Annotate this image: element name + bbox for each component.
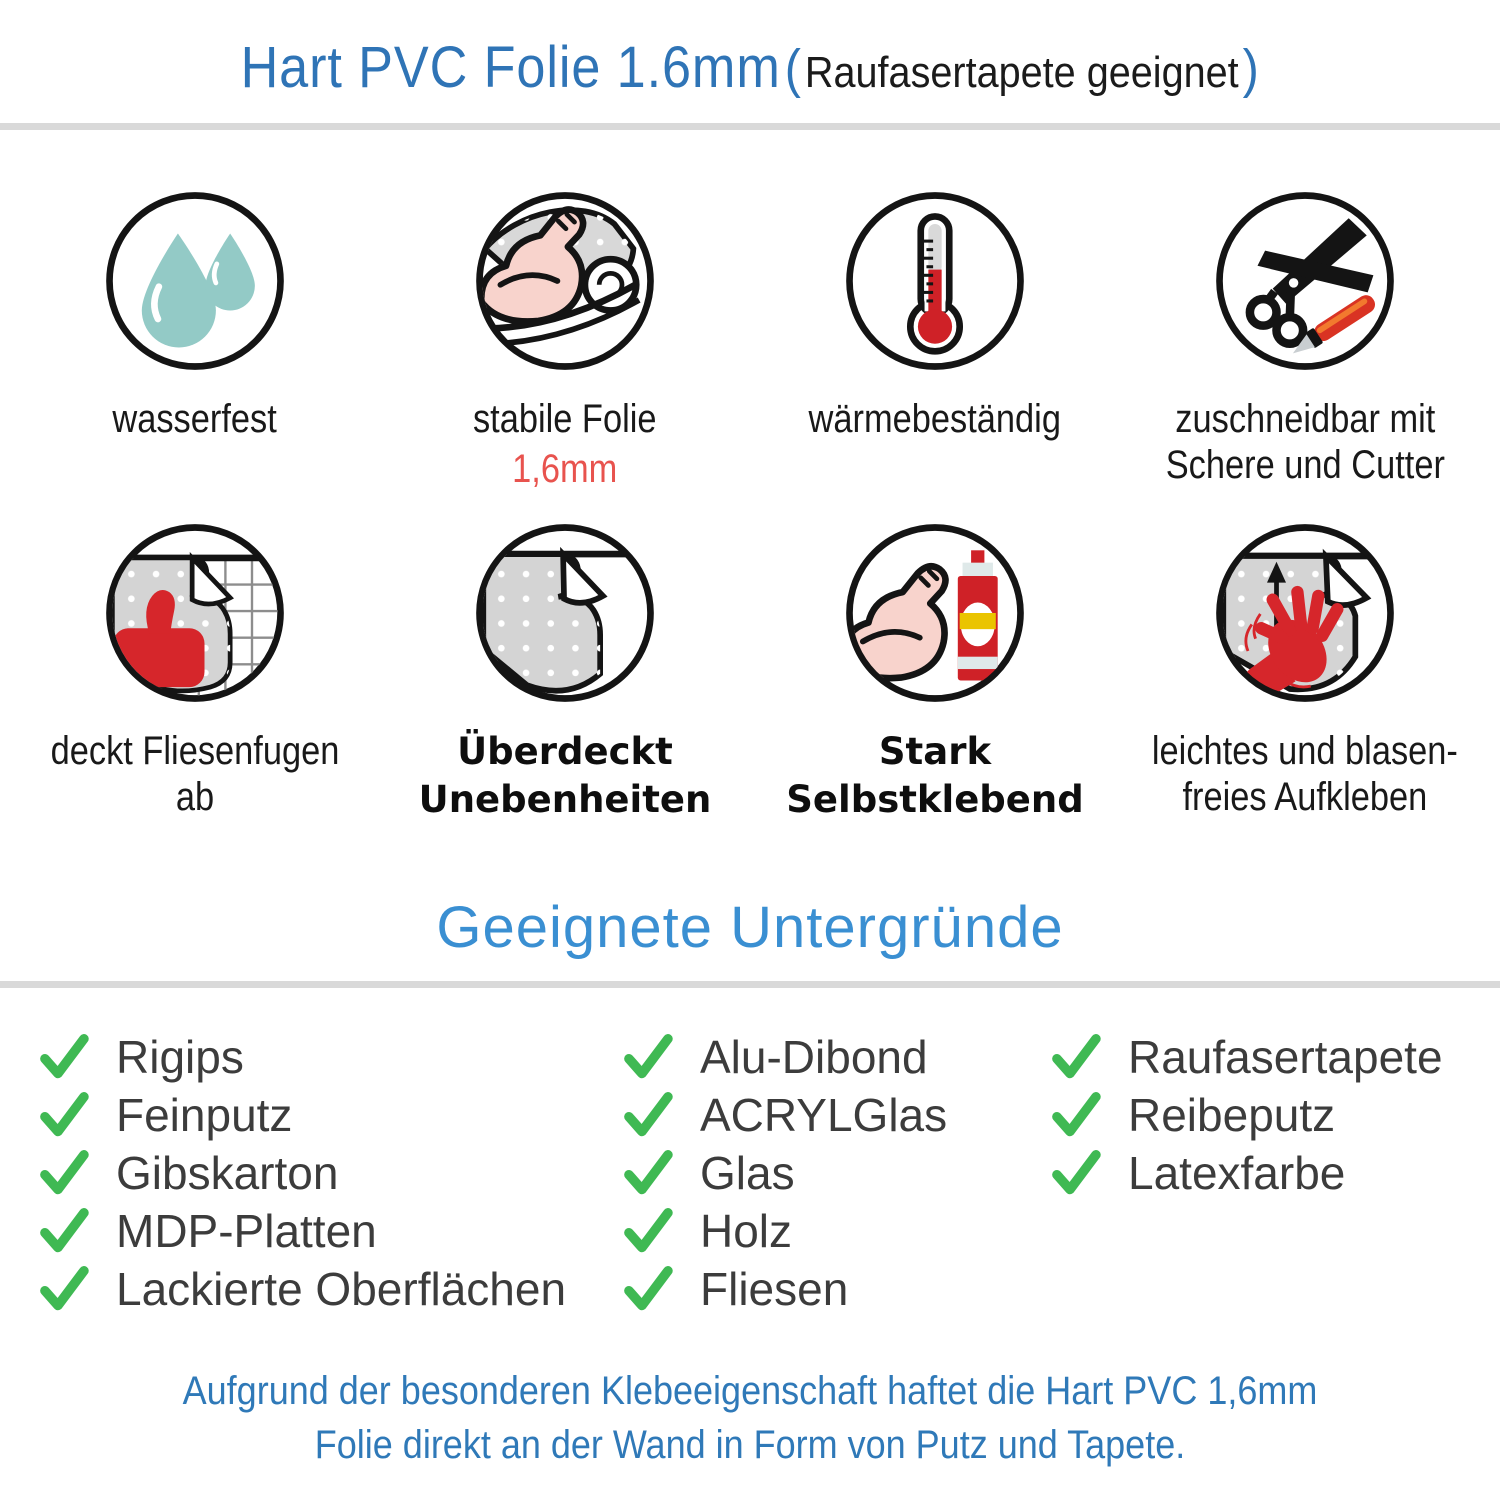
list-item xyxy=(622,1202,1050,1260)
substrate-label: MDP-Platten xyxy=(116,1205,377,1257)
tile-grout-thumb-icon xyxy=(100,518,290,708)
list-item xyxy=(1050,1144,1500,1202)
muscle-foil-icon xyxy=(470,186,660,376)
substrate-label: Feinputz xyxy=(116,1089,293,1141)
list-item xyxy=(622,1144,1050,1202)
feature-label xyxy=(788,396,1082,442)
page-title-note: Raufasertapete geeignet xyxy=(805,48,1239,97)
check-icon xyxy=(38,1147,90,1199)
feature-label-line2: Schere und Cutter xyxy=(1165,443,1445,487)
feature-stabile-folie xyxy=(380,186,750,492)
check-icon xyxy=(622,1205,674,1257)
substrate-label: Raufasertapete xyxy=(1128,1031,1443,1083)
check-icon xyxy=(622,1031,674,1083)
check-icon xyxy=(38,1205,90,1257)
feature-label xyxy=(1127,728,1483,820)
feature-label-text: wärmebeständig xyxy=(808,397,1062,441)
substrate-column-3 xyxy=(1050,1028,1500,1318)
list-item xyxy=(38,1086,622,1144)
list-item xyxy=(38,1028,622,1086)
feature-label-line1: Stark xyxy=(878,730,992,773)
check-icon xyxy=(622,1263,674,1315)
feature-unebenheiten xyxy=(380,518,750,824)
feature-wasserfest xyxy=(10,186,380,492)
feature-fliesenfugen xyxy=(10,518,380,824)
check-icon xyxy=(38,1089,90,1141)
feature-label-line2: freies Aufkleben xyxy=(1182,775,1428,819)
feature-waermebestaendig xyxy=(750,186,1120,492)
thermometer-icon xyxy=(840,186,1030,376)
feature-label-text: stabile Folie xyxy=(473,397,657,441)
substrate-column-2 xyxy=(622,1028,1050,1318)
check-icon xyxy=(1050,1031,1102,1083)
list-item xyxy=(1050,1028,1500,1086)
check-icon xyxy=(622,1147,674,1199)
section-title-untergruende: Geeignete Untergründe xyxy=(436,895,1064,960)
scissors-cutter-icon xyxy=(1210,186,1400,376)
paren-close: ) xyxy=(1242,39,1260,99)
feature-selbstklebend xyxy=(750,518,1120,824)
header xyxy=(0,0,1500,101)
footer-note-line1: Aufgrund der besonderen Klebeeigenschaft haftet die Hart PVC 1,6mm xyxy=(182,1369,1318,1413)
check-icon xyxy=(622,1089,674,1141)
list-item xyxy=(38,1202,622,1260)
feature-label-line2: Selbstklebend xyxy=(786,778,1084,821)
check-icon xyxy=(38,1263,90,1315)
feature-label xyxy=(458,396,671,492)
feature-grid-row1 xyxy=(10,186,1490,492)
muscle-glue-icon xyxy=(840,518,1030,708)
list-item xyxy=(38,1144,622,1202)
substrate-label: Glas xyxy=(700,1147,795,1199)
page-title-main: Hart PVC Folie 1.6mm xyxy=(240,35,782,100)
feature-label-line1: leichtes und blasen- xyxy=(1152,729,1458,773)
substrate-label: Rigips xyxy=(116,1031,244,1083)
footer-note-line2: Folie direkt an der Wand in Form von Putz und Tapete. xyxy=(314,1423,1186,1467)
feature-zuschneidbar xyxy=(1120,186,1490,492)
check-icon xyxy=(38,1031,90,1083)
substrate-label: Alu-Dibond xyxy=(700,1031,928,1083)
check-icon xyxy=(1050,1147,1102,1199)
substrate-label: ACRYLGlas xyxy=(700,1089,948,1141)
paren-open: ( xyxy=(785,39,802,99)
substrate-label: Fliesen xyxy=(700,1263,849,1315)
feature-thickness-value: 1,6mm xyxy=(512,447,618,491)
feature-label-line1: zuschneidbar mit xyxy=(1174,397,1436,441)
feature-grid-row2 xyxy=(10,518,1490,824)
feature-label xyxy=(786,728,1083,824)
page-title xyxy=(241,34,1259,101)
list-item xyxy=(38,1260,622,1318)
substrate-label: Holz xyxy=(700,1205,793,1257)
feature-label-text: deckt Fliesenfugen ab xyxy=(50,729,340,819)
substrate-label: Lackierte Oberflächen xyxy=(116,1263,567,1315)
substrate-label: Reibeputz xyxy=(1128,1089,1336,1141)
check-icon xyxy=(1050,1089,1102,1141)
hand-bubble-free-icon xyxy=(1210,518,1400,708)
foil-covers-bumps-icon xyxy=(470,518,660,708)
feature-label xyxy=(1143,396,1468,488)
divider-middle xyxy=(0,981,1500,988)
substrate-column-1 xyxy=(38,1028,622,1318)
feature-aufkleben xyxy=(1120,518,1490,824)
feature-label-line1: Überdeckt xyxy=(457,730,673,773)
feature-label xyxy=(419,728,712,824)
substrate-label: Gibskarton xyxy=(116,1147,339,1199)
feature-label-line2: Unebenheiten xyxy=(418,778,712,821)
water-drops-icon xyxy=(100,186,290,376)
footer-note xyxy=(0,1364,1500,1472)
list-item xyxy=(1050,1086,1500,1144)
list-item xyxy=(622,1028,1050,1086)
feature-label xyxy=(10,728,380,820)
divider-top xyxy=(0,123,1500,130)
feature-label-text: wasserfest xyxy=(112,397,278,441)
substrate-list xyxy=(0,1028,1500,1318)
list-item xyxy=(622,1260,1050,1318)
list-item xyxy=(622,1086,1050,1144)
feature-label xyxy=(99,396,290,442)
substrate-label: Latexfarbe xyxy=(1128,1147,1346,1199)
